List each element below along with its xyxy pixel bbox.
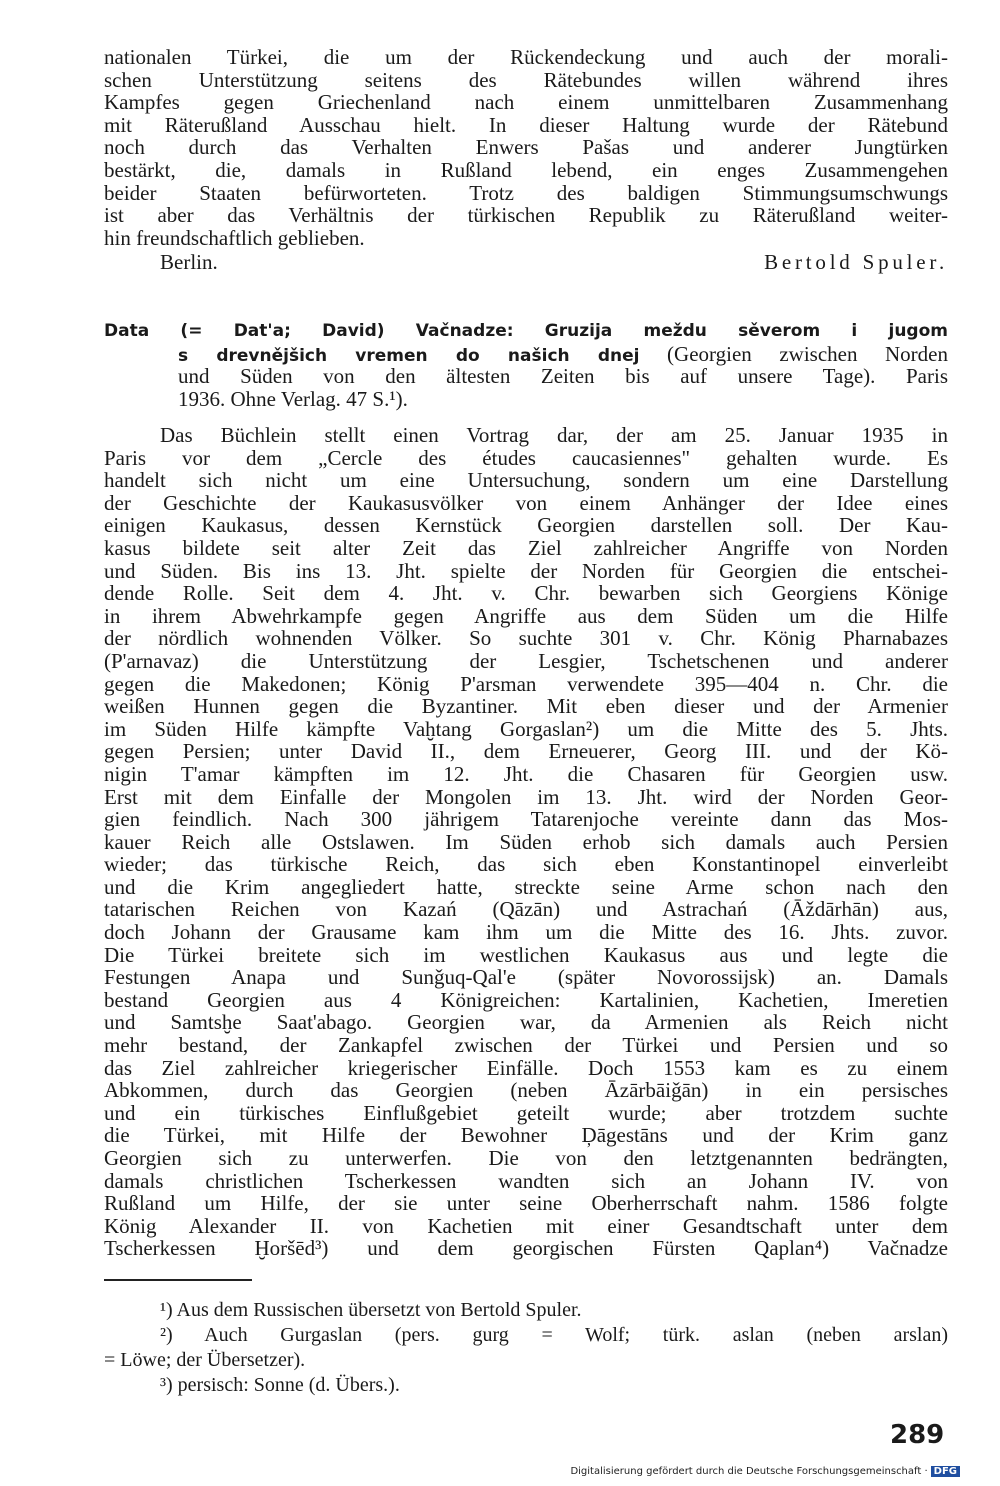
text-line: schen Unterstützung seitens des Rätebundes willen während ihres	[104, 67, 948, 92]
text-line: Paris vor dem „Cercle des études caucasiennes" gehalten wurde. Es	[104, 445, 948, 470]
text-line: Tscherkessen Ḫoršēd³) und dem georgischen Fürsten Qaplan⁴) Vačnadze	[104, 1236, 948, 1261]
text-line: gegen die Makedonen; König P'arsman verwendete 395—404 n. Chr. die	[104, 671, 948, 696]
top-paragraph	[104, 46, 948, 275]
text-line: mehr bestand, der Zankapfel zwischen der Türkei und Persien und so	[104, 1033, 948, 1058]
text-line: tatarischen Reichen von Kazań (Qāzān) und Astrachań (Āždārhān) aus,	[104, 897, 948, 922]
footnote-3: ³) persisch: Sonne (d. Übers.).	[160, 1374, 400, 1396]
text-line: Die Türkei breitete sich im westlichen Kaukasus aus und legte die	[104, 942, 948, 967]
heading-title-bold: s drevnějšich vremen do našich dnej	[178, 345, 640, 366]
footer-text: Digitalisierung gefördert durch die Deutsche Forschungsgemeinschaft ·	[570, 1466, 928, 1477]
text-line: gegen Persien; unter David II., dem Erneuerer, Georg III. und der Kö-	[104, 739, 948, 764]
heading-title-translation: (Georgien zwischen Norden	[639, 341, 948, 366]
signature-place: Berlin.	[160, 250, 218, 275]
text-line: einigen Kaukasus, dessen Kernstück Georgien darstellen soll. Der Kau-	[104, 513, 948, 538]
footnote-divider	[104, 1279, 252, 1281]
text-line: die Türkei, mit Hilfe der Bewohner Ḑāgestāns und der Krim ganz	[104, 1123, 948, 1148]
text-line: mit Räterußland Ausschau hielt. In dieser Haltung wurde der Rätebund	[104, 112, 948, 137]
text-line: beider Staaten befürworteten. Trotz des baldigen Stimmungsumschwungs	[104, 180, 948, 205]
text-line: König Alexander II. von Kachetien mit einer Gesandtschaft unter dem	[104, 1213, 948, 1238]
signature-line	[104, 249, 948, 275]
text-line: der Geschichte der Kaukasusvölker von einem Anhänger der Idee eines	[104, 490, 948, 515]
text-line: nigin T'amar kämpften im 12. Jht. die Chasaren für Georgien usw.	[104, 761, 948, 786]
text-line: Rußland um Hilfe, der sie unter seine Oberherrschaft nahm. 1586 folgte	[104, 1191, 948, 1216]
heading-line: Data (= Dat'a; David) Vačnadze: Gruzija meždu sěverom i jugom	[104, 321, 948, 341]
text-line: der nördlich wohnenden Völker. So suchte 301 v. Chr. König Pharnabazes	[104, 626, 948, 651]
footnotes	[104, 1298, 948, 1398]
text-line: wieder; das türkische Reich, das sich eben Konstantinopel einverleibt	[104, 852, 948, 877]
text-line: damals christlichen Tscherkessen wandten sich an Johann IV. von	[104, 1168, 948, 1193]
text-line: doch Johann der Grausame kam ihm um die Mitte des 16. Jhts. zuvor.	[104, 920, 948, 945]
heading-line: und Süden von den ältesten Zeiten bis auf unsere Tage). Paris	[178, 364, 948, 389]
body-paragraph	[104, 424, 948, 1260]
footnote-2-cont: = Löwe; der Übersetzer).	[104, 1349, 306, 1371]
text-line: und Süden. Bis ins 13. Jht. spielte der Norden für Georgien die entschei-	[104, 558, 948, 583]
heading-line: 1936. Ohne Verlag. 47 S.¹).	[178, 386, 408, 411]
text-line: nationalen Türkei, die um der Rückendeckung und auch der morali-	[104, 45, 948, 69]
text-line: weißen Hunnen gegen die Byzantiner. Mit eben dieser und der Armenier	[104, 694, 948, 719]
text-line: hin freundschaftlich geblieben.	[104, 225, 365, 250]
text-line: kasus bildete seit alter Zeit das Ziel zahlreicher Angriffe von Norden	[104, 535, 948, 560]
dfg-logo-icon: DFG	[931, 1466, 960, 1477]
text-line: handelt sich nicht um eine Untersuchung, sondern um eine Darstellung	[104, 468, 948, 493]
signature-author: Bertold Spuler.	[764, 250, 948, 275]
text-line: (P'arnavaz) die Unterstützung der Lesgier, Tschetschenen und anderer	[104, 648, 948, 673]
page-number: 289	[890, 1420, 945, 1450]
text-line: im Süden Hilfe kämpfte Vaḫtang Gorgaslan²) um die Mitte des 5. Jhts.	[104, 716, 948, 741]
text-line: kauer Reich alle Ostslawen. Im Süden erhob sich damals auch Persien	[104, 829, 948, 854]
heading-line	[104, 343, 948, 366]
text-line: gien feindlich. Nach 300 jährigem Tatarenjoche vereinte dann das Mos-	[104, 807, 948, 832]
text-line: und die Krim angegliedert hatte, streckte seine Arme schon nach den	[104, 874, 948, 899]
footnote-2: ²) Auch Gurgaslan (pers. gurg = Wolf; türk. aslan (neben arslan)	[160, 1324, 948, 1346]
text-line: in ihrem Abwehrkampfe gegen Angriffe aus dem Süden um die Hilfe	[104, 603, 948, 628]
digitization-footer	[570, 1466, 960, 1477]
text-line: Kampfes gegen Griechenland nach einem unmittelbaren Zusammenhang	[104, 90, 948, 115]
text-line: ist aber das Verhältnis der türkischen Republik zu Räterußland weiter-	[104, 203, 948, 228]
text-line: bestand Georgien aus 4 Königreichen: Kartalinien, Kachetien, Imeretien	[104, 987, 948, 1012]
review-heading	[104, 320, 948, 410]
text-line: bestärkt, die, damals in Rußland lebend, ein enges Zusammengehen	[104, 157, 948, 182]
text-line: dende Rolle. Seit dem 4. Jht. v. Chr. bewarben sich Georgiens Könige	[104, 581, 948, 606]
text-line: Abkommen, durch das Georgien (neben Āzārbāiǧān) in ein persisches	[104, 1078, 948, 1103]
text-line: Festungen Anapa und Sunǧuq-Qal'e (später Novorossijsk) an. Damals	[104, 965, 948, 990]
text-line: und ein türkisches Einflußgebiet geteilt wurde; aber trotzdem suchte	[104, 1100, 948, 1125]
text-line: noch durch das Verhalten Enwers Pašas und anderer Jungtürken	[104, 135, 948, 160]
footnote-1: ¹) Aus dem Russischen übersetzt von Bertold Spuler.	[160, 1299, 582, 1321]
text-line: Erst mit dem Einfalle der Mongolen im 13. Jht. wird der Norden Geor-	[104, 784, 948, 809]
text-line: Georgien sich zu unterwerfen. Die von den letztgenannten bedrängten,	[104, 1146, 948, 1170]
text-line: das Ziel zahlreicher kriegerischer Einfälle. Doch 1553 kam es zu einem	[104, 1055, 948, 1080]
text-line: und Samtsḫe Saat'abago. Georgien war, da Armenien als Reich nicht	[104, 1010, 948, 1035]
text-line: Das Büchlein stellt einen Vortrag dar, der am 25. Januar 1935 in	[160, 423, 948, 447]
